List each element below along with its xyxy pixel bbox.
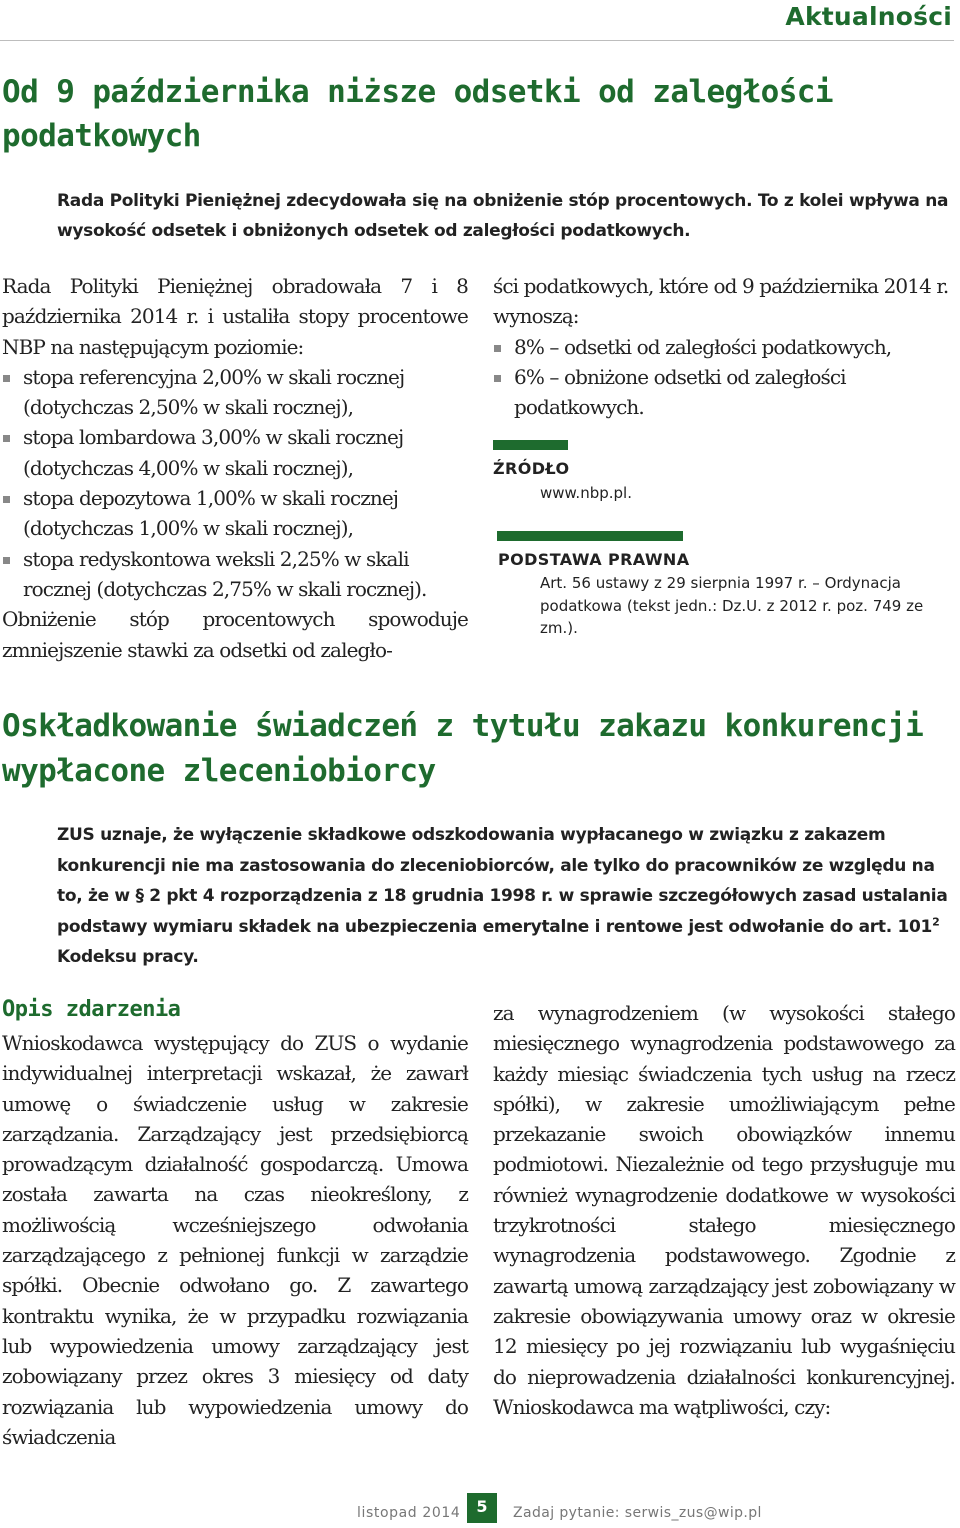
list-item: stopa depozytowa 1,00% w skali rocznej (dotychczas 1,00% w skali rocznej), <box>2 483 468 544</box>
list-item: stopa lombardowa 3,00% w skali rocznej (dotychczas 4,00% w skali rocznej), <box>2 422 468 483</box>
header-divider <box>0 40 954 41</box>
article2-body-right: za wynagrodzeniem (w wysokości stałego miesięcznego wynagrodzenia podstawowego za każdy miesiąc świadczenia tych usług na rzecz spółki), w zakresie umożliwiającym pełne przekazanie swoich obowiązków innemu podmiotowi. Niezależnie od tego przysługuje mu również wynagrodzenie dodatkowe w wysokości trzykrotności stałego miesięcznego wynagrodzenia podstawowego. Zgodnie z zawartą umową zarządzający jest zobowiązany w zakresie obowiązywania umowy oraz w okresie 12 miesięcy po jej rozwiązaniu lub wygaśnięciu do nieprowadzenia działalności konkurencyjnej. Wnioskodawca ma wątpliwości, czy: <box>493 1001 955 1419</box>
article1-column-left <box>2 271 468 665</box>
event-description-subhead: Opis zdarzenia <box>2 997 181 1022</box>
legal-basis-text: Art. 56 ustawy z 29 sierpnia 1997 r. – Ordynacja podatkowa (tekst jedn.: Dz.U. z 2012 r. poz. 749 ze zm.). <box>540 574 924 637</box>
article2-lead-text: ZUS uznaje, że wyłączenie składkowe odszkodowania wypłacanego w związku z zakazem konkurencji nie ma zastosowania do zleceniobiorców, ale tylko do pracowników ze względu na to, że w § 2 pkt 4 rozporządzenia z 18 grudnia 1998 r. w sprawie szczegółowych zasad ustalania podstawy wymiaru składek na ubezpieczenia emerytalne i rentowe jest odwołanie do art. 101 <box>57 825 948 937</box>
list-item: 8% – odsetki od zaległości podatkowych, <box>493 332 955 362</box>
list-item: stopa referencyjna 2,00% w skali rocznej (dotychczas 2,50% w skali rocznej), <box>2 362 468 423</box>
footer-date: listopad 2014 <box>357 1505 461 1521</box>
list-item: 6% – obniżone odsetki od zaległości podatkowych. <box>493 362 955 423</box>
footer-contact: Zadaj pytanie: serwis_zus@wip.pl <box>513 1505 762 1521</box>
article1-intro: Rada Polityki Pieniężnej obradowała 7 i 8 października 2014 r. i ustaliła stopy procentowe NBP na następującym poziomie: <box>2 274 468 359</box>
source-label: ŹRÓDŁO <box>493 459 570 478</box>
list-item: stopa redyskontowa weksli 2,25% w skali rocznej (dotychczas 2,75% w skali rocznej). <box>2 544 468 605</box>
source-divider <box>493 440 568 450</box>
article1-lead: Rada Polityki Pieniężnej zdecydowała się na obniżenie stóp procentowych. To z kolei wpływa na wysokość odsetek i obniżonych odsetek od zaległości podatkowych. <box>57 191 949 241</box>
page-number: 5 <box>467 1493 497 1523</box>
rates-list <box>2 362 468 604</box>
article1-conclusion-part: ści podatkowych, które od 9 października 2014 r. wynoszą: <box>493 274 949 329</box>
source-text: www.nbp.pl. <box>540 484 632 502</box>
article2-lead-superscript: 2 <box>932 914 940 928</box>
legal-basis-label: PODSTAWA PRAWNA <box>498 550 690 569</box>
article2-lead <box>57 820 957 973</box>
article2-body-left: Wnioskodawca występujący do ZUS o wydanie indywidualnej interpretacji wskazał, że zawarł umowę o świadczenie usług w zakresie zarządzania. Zarządzający jest przedsiębiorcą prowadzącym działalność gospodarczą. Umowa została zawarta na czas nieokreślony, z możliwością wcześniejszego odwołania zarządzającego z pełnionej funkcji w zarządzie spółki. Obecnie odwołano go. Z zawartego kontraktu wynika, że w przypadku rozwiązania lub wypowiedzenia umowy zarządzający jest zobowiązany przez okres 3 miesięcy od daty rozwiązania lub wypowiedzenia umowy do świadczenia <box>2 1031 468 1449</box>
article2-headline: Oskładkowanie świadczeń z tytułu zakazu konkurencji wypłacone zleceniobiorcy <box>2 708 924 789</box>
legal-basis-divider <box>497 531 683 541</box>
article2-lead-end: Kodeksu pracy. <box>57 947 199 967</box>
article1-column-right <box>493 271 955 422</box>
article1-conclusion-part: Obniżenie stóp procentowych spowoduje zmniejszenie stawki za odsetki od zaległo- <box>2 607 468 662</box>
article1-headline: Od 9 października niższe odsetki od zaległości podatkowych <box>2 74 833 154</box>
section-label: Aktualności <box>785 2 952 31</box>
interest-list <box>493 332 955 423</box>
